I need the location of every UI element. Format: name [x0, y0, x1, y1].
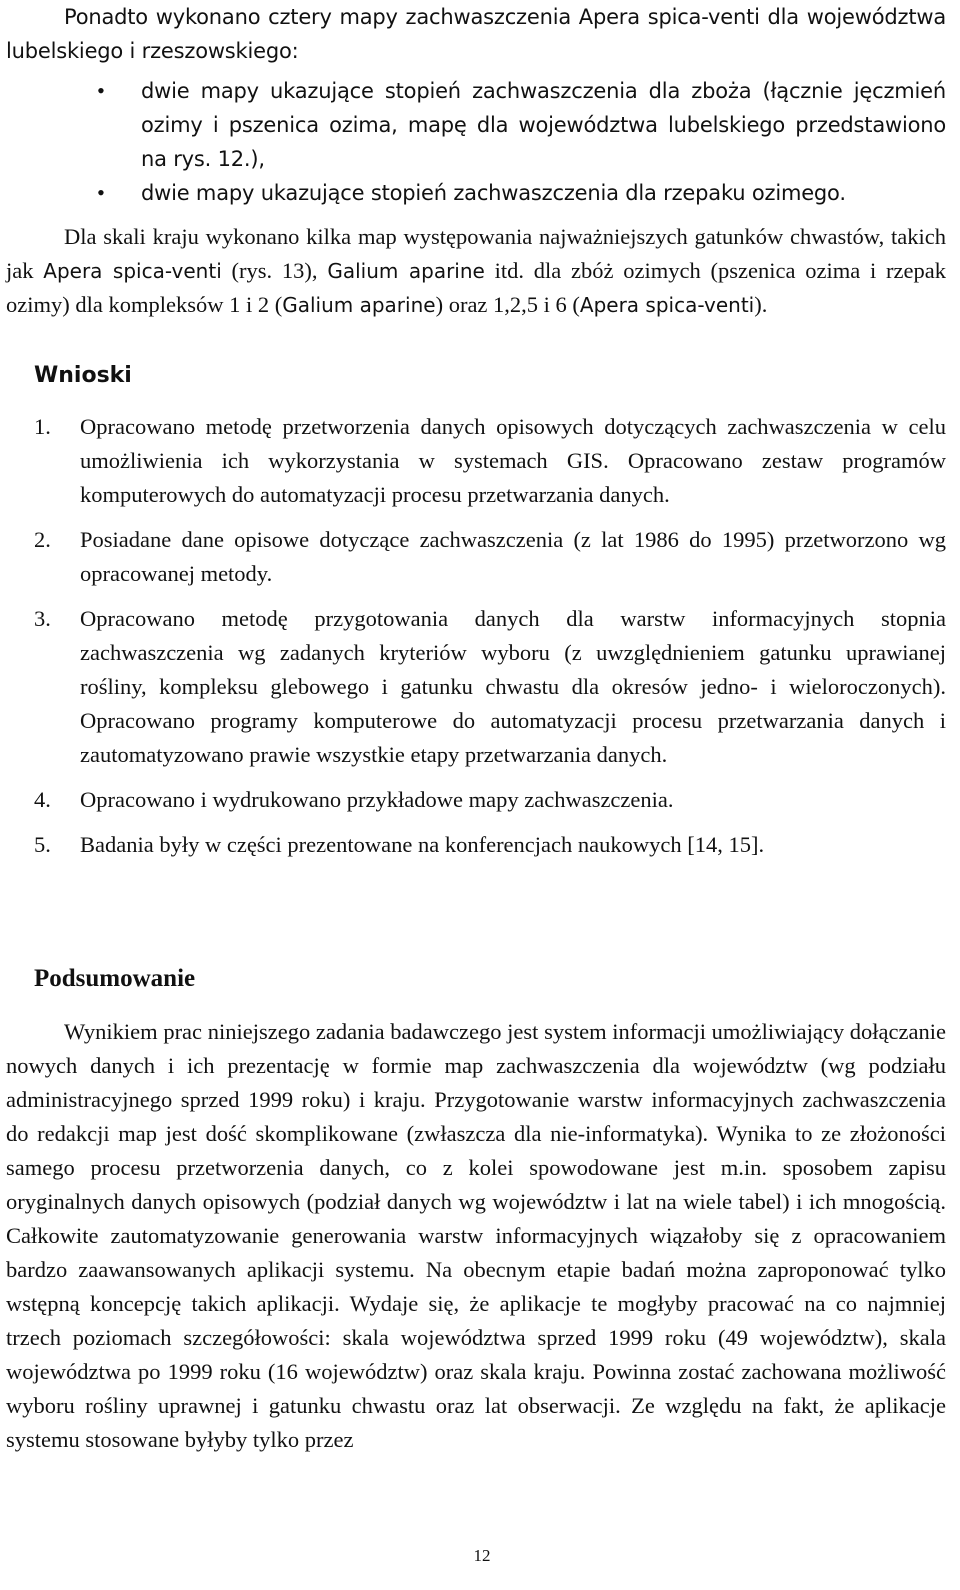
bullet-icon: •	[97, 180, 105, 205]
list-item	[6, 828, 946, 862]
item-text: Opracowano i wydrukowano przykładowe mapy zachwaszczenia.	[80, 787, 674, 812]
national-scale-paragraph	[6, 220, 946, 322]
list-item	[6, 602, 946, 772]
item-number: 2.	[34, 527, 51, 552]
bullet-icon: •	[97, 78, 105, 103]
species-name: Apera spica-venti	[579, 293, 755, 317]
bullet-list	[6, 74, 946, 210]
item-number: 1.	[34, 414, 51, 439]
paragraph-text: itd. dla zbóż ozimych (pszenica ozima i rzepak ozimy) dla kompleksów 1 i 2 (	[6, 258, 946, 317]
paragraph-text: ).	[754, 292, 768, 317]
page-number: 12	[473, 1546, 491, 1565]
section-heading-podsumowanie: Podsumowanie	[34, 965, 196, 992]
intro-text: Ponadto wykonano cztery mapy zachwaszczenia Apera spica-venti dla województwa lubelskiego i rzeszowskiego:	[6, 5, 946, 63]
paragraph-text: Dla skali kraju wykonano kilka map występowania najważniejszych gatunków chwastów, takich jak	[6, 224, 946, 283]
summary-paragraph: Wynikiem prac niniejszego zadania badawczego jest system informacji umożliwiający dołączanie nowych danych i ich prezentację w formie map zachwaszczenia dla województw (wg podziału administracyjnego sprzed 1999 roku) i kraju. Przygotowanie warstw informacyjnych zachwaszczenia do redakcji map jest dość skomplikowane (zwłaszcza dla nie-informatyka). Wynika to ze złożoności samego procesu przetworzenia danych, co z kolei spowodowane jest m.in. sposobem zapisu oryginalnych danych opisowych (podział danych wg województw i lat na wiele tabel) i ich mnogością. Całkowite zautomatyzowanie generowania warstw informacyjnych wiązałoby się z opracowaniem bardzo zaawansowanych aplikacji systemu. Na obecnym etapie badań można zaproponować tylko wstępną koncepcję takich aplikacji. Wydaje się, że aplikacje te mogłyby pracować na co najmniej trzech poziomach szczegółowości: skala województwa sprzed 1999 roku (49 województw), skala województwa po 1999 roku (16 województw) oraz skala kraju. Powinna zostać zachowana możliwość wyboru rośliny uprawnej i gatunku chwastu oraz lat obserwacji. Ze względu na fakt, że aplikacje systemu stosowane byłyby tylko przez	[6, 1019, 946, 1452]
paragraph-text: ) oraz 1,2,5 i 6 (	[435, 292, 580, 317]
conclusions-list	[6, 410, 946, 873]
list-item	[6, 176, 946, 210]
bullet-text: dwie mapy ukazujące stopień zachwaszczenia dla zboża (łącznie jęczmień ozimy i pszenica ozima, mapę dla województwa lubelskiego przedstawiono na rys. 12.),	[141, 79, 946, 171]
bullet-text: dwie mapy ukazujące stopień zachwaszczenia dla rzepaku ozimego.	[141, 181, 846, 205]
item-text: Opracowano metodę przygotowania danych dla warstw informacyjnych stopnia zachwaszczenia wg zadanych kryteriów wyboru (z uwzględnieniem gatunku uprawianej rośliny, kompleksu glebowego i gatunku chwastu dla okresów jedno- i wieloroczonych). Opracowano programy komputerowe do automatyzacji procesu przetwarzania danych i zautomatyzowano prawie wszystkie etapy przetwarzania danych.	[80, 606, 946, 767]
item-text: Posiadane dane opisowe dotyczące zachwaszczenia (z lat 1986 do 1995) przetworzono wg opracowanej metody.	[80, 527, 946, 586]
item-number: 4.	[34, 787, 51, 812]
item-text: Opracowano metodę przetworzenia danych opisowych dotyczących zachwaszczenia w celu umożliwienia ich wykorzystania w systemach GIS. Opracowano zestaw programów komputerowych do automatyzacji procesu przetwarzania danych.	[80, 414, 946, 507]
list-item	[6, 410, 946, 512]
species-name: Galium aparine	[327, 259, 485, 283]
section-heading-wnioski: Wnioski	[34, 363, 132, 388]
list-item	[6, 783, 946, 817]
item-text: Badania były w części prezentowane na konferencjach naukowych [14, 15].	[80, 832, 765, 857]
list-item	[6, 74, 946, 176]
item-number: 5.	[34, 832, 51, 857]
item-number: 3.	[34, 606, 51, 631]
paragraph-text: (rys. 13),	[221, 258, 328, 283]
species-name: Galium aparine	[282, 293, 436, 317]
species-name: Apera spica-venti	[43, 259, 222, 283]
list-item	[6, 523, 946, 591]
intro-paragraph	[6, 0, 946, 68]
